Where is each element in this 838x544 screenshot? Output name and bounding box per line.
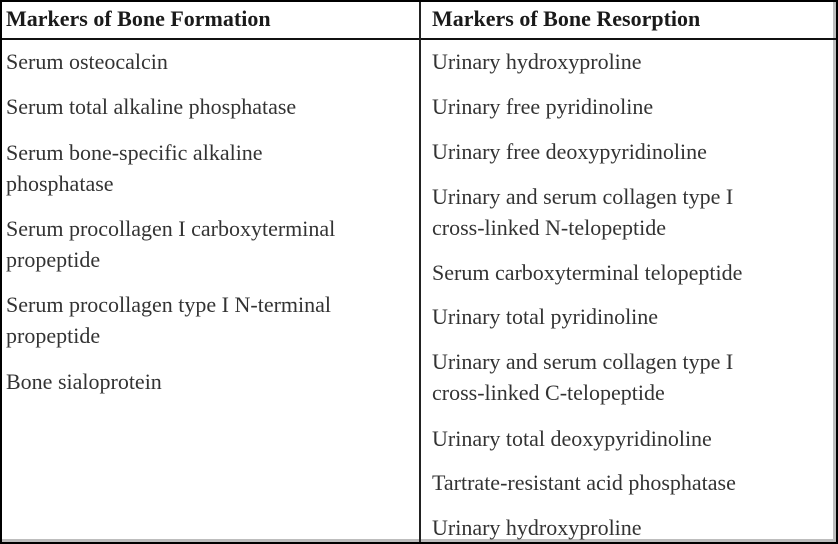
resorption-cell: Tartrate-resistant acid phosphatase [432,470,736,495]
header-resorption: Markers of Bone Resorption [432,6,701,31]
formation-cell: Serum bone-specific alkaline phosphatase [6,140,263,196]
formation-cell: Serum procollagen I carboxyterminal propeptide [6,216,336,272]
formation-cell: Serum procollagen type I N-terminal propeptide [6,292,332,348]
resorption-cell: Urinary free deoxypyridinoline [432,139,707,164]
resorption-cell: Urinary hydroxyproline [432,49,642,74]
resorption-cell: Urinary total deoxypyridinoline [432,426,712,451]
formation-cell: Bone sialoprotein [6,369,162,394]
header-formation: Markers of Bone Formation [6,6,271,31]
resorption-cell: Urinary hydroxyproline [432,515,642,540]
resorption-cell: Urinary and serum collagen type I cross-linked C-telopeptide [432,349,734,405]
formation-cell: Serum osteocalcin [6,49,168,74]
resorption-cell: Urinary and serum collagen type I cross-linked N-telopeptide [432,184,734,240]
column-divider [419,2,421,542]
resorption-cell: Serum carboxyterminal telopeptide [432,260,743,285]
resorption-cell: Urinary total pyridinoline [432,304,659,329]
resorption-cell: Urinary free pyridinoline [432,94,654,119]
formation-cell: Serum total alkaline phosphatase [6,94,297,119]
